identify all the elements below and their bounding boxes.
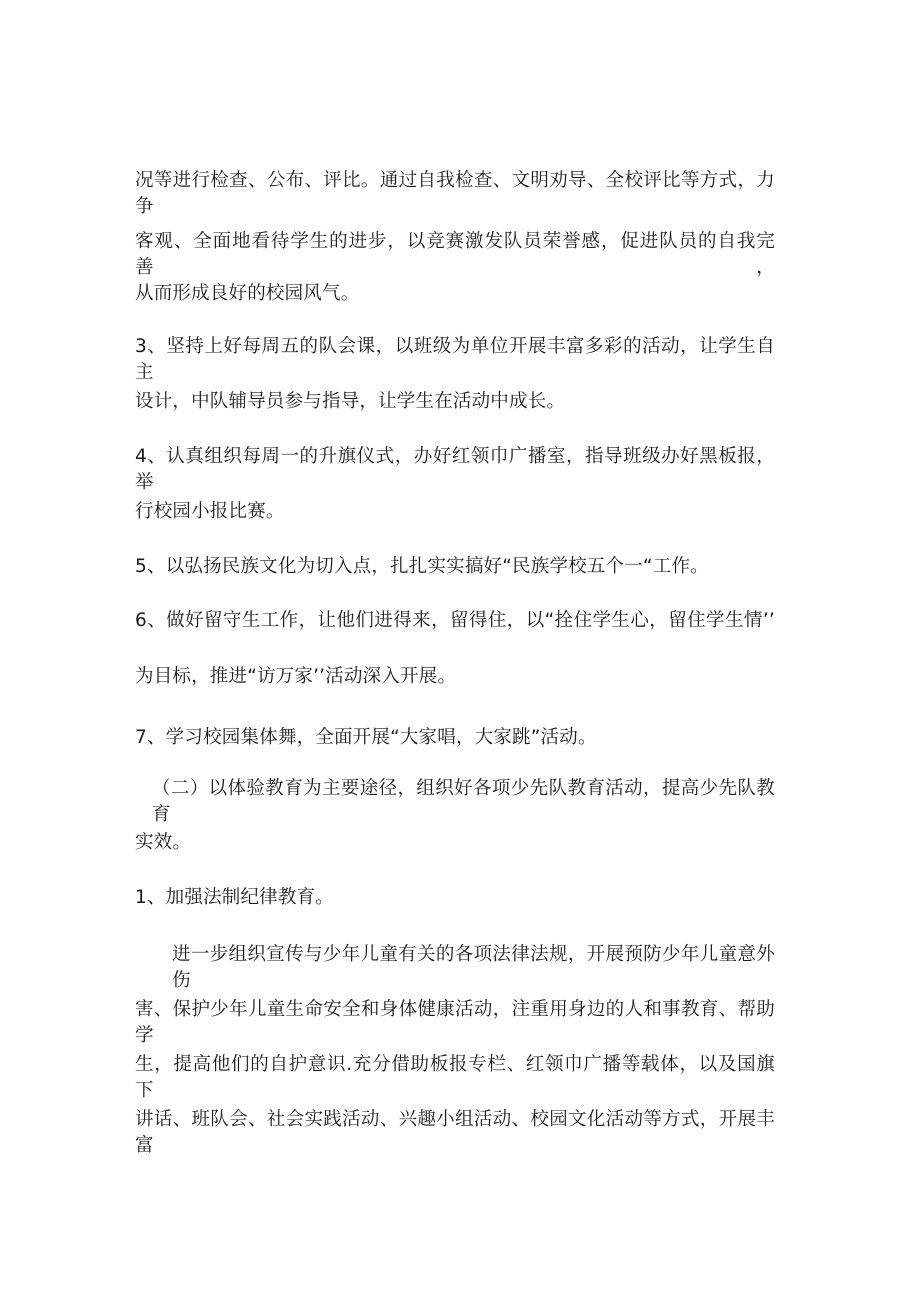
- text-line: 况等进行检查、公布、评比。通过自我检查、文明劝导、全校评比等方式，力争: [135, 170, 775, 217]
- text-line: 行校园小报比赛。: [135, 501, 285, 522]
- text-line: 从而形成良好的校园风气。: [135, 283, 360, 304]
- paragraph-line: 生，提高他们的自护意识.充分借助板报专栏、红领巾广播等载体，以及国旗下: [135, 1054, 775, 1101]
- section-heading: （二）以体验教育为主要途径，组织好各项少先队教育活动，提高少先队教育: [152, 778, 775, 825]
- paragraph-line: 害、保护少年儿童生命安全和身体健康活动，注重用身边的人和事教育、帮助学: [135, 999, 775, 1046]
- paragraph-line: 讲话、班队会、社会实践活动、兴趣小组活动、校园文化活动等方式，开展丰富: [135, 1109, 775, 1156]
- text-line: 为目标，推进“访万家’’活动深入开展。: [135, 666, 457, 687]
- list-item-4: 4、认真组织每周一的升旗仪式，办好红领巾广播室，指导班级办好黑板报，举: [135, 446, 775, 493]
- paragraph-line: 进一步组织宣传与少年儿童有关的各项法律法规，开展预防少年儿童意外伤: [172, 944, 775, 991]
- text-line: 实效。: [135, 832, 192, 853]
- text-line: 客观、全面地看待学生的进步，以竞赛激发队员荣誉感，促进队员的自我完善，: [135, 231, 775, 278]
- list-item-7: 7、学习校园集体舞，全面开展“大家唱，大家跳”活动。: [135, 727, 597, 748]
- list-item-3: 3、坚持上好每周五的队会课，以班级为单位开展丰富多彩的活动，让学生自主: [135, 336, 775, 383]
- text-line: 设计，中队辅导员参与指导，让学生在活动中成长。: [135, 391, 566, 412]
- subsection-heading: 1、加强法制纪律教育。: [135, 887, 334, 908]
- list-item-6: 6、做好留守生工作，让他们进得来，留得住，以“拴住学生心，留住学生情’’: [135, 610, 775, 631]
- list-item-5: 5、以弘扬民族文化为切入点，扎扎实实搞好“民族学校五个一“工作。: [135, 556, 709, 577]
